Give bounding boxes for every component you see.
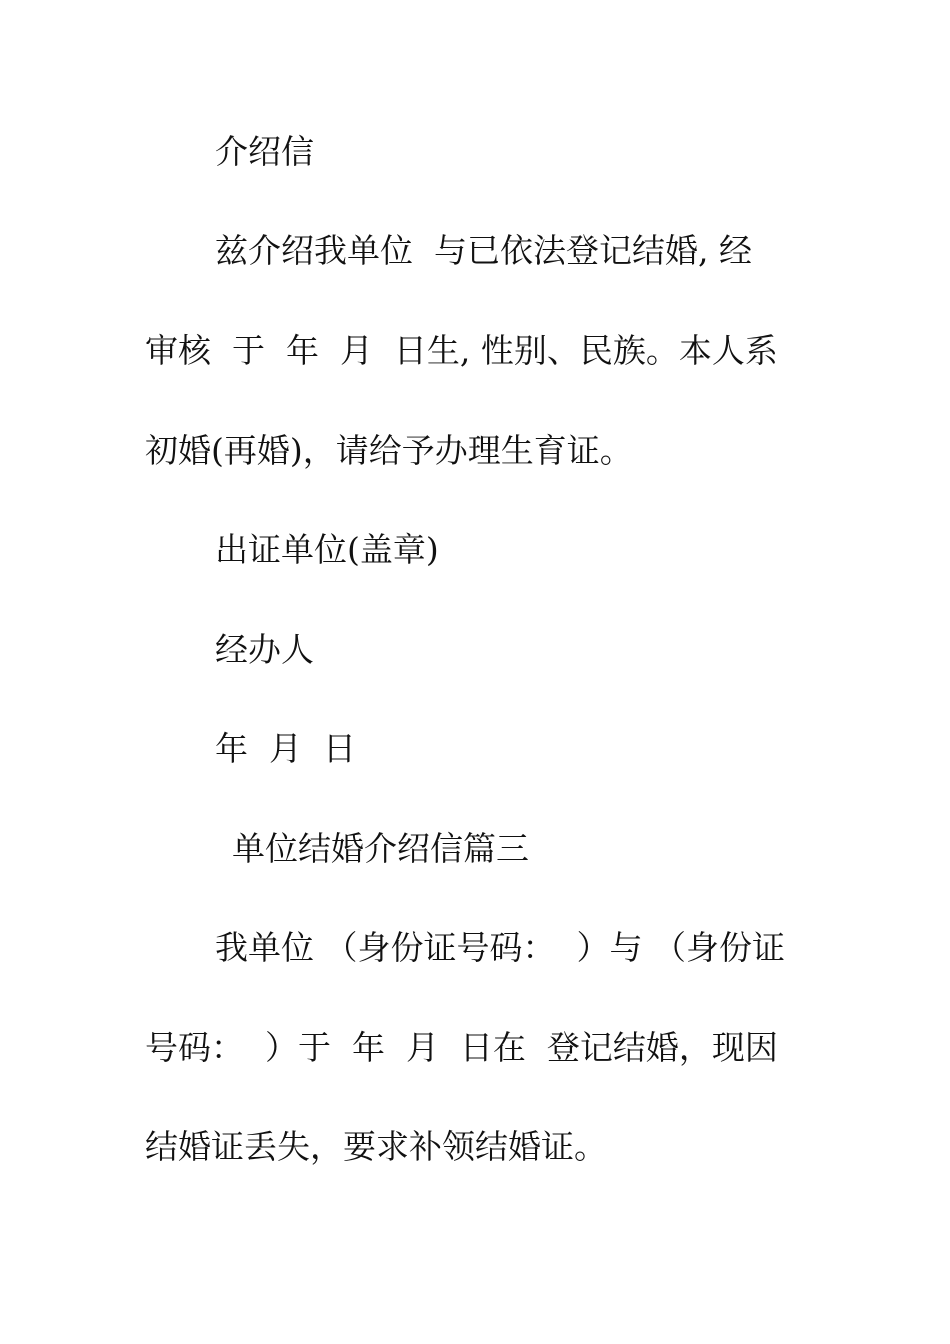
body-line-6: 结婚证丢失，要求补领结婚证。 <box>145 1127 607 1166</box>
body-line-1: 兹介绍我单位 与已依法登记结婚, 经 <box>215 231 752 270</box>
body-line-3: 初婚(再婚)，请给予办理生育证。 <box>145 431 633 470</box>
body-line-4: 我单位 （身份证号码： ）与 （身份证 <box>215 928 785 967</box>
date-line: 年 月 日 <box>215 729 356 768</box>
body-line-5: 号码： ）于 年 月 日在 登记结婚，现因 <box>145 1028 778 1067</box>
issuing-unit-seal: 出证单位(盖章) <box>215 530 439 569</box>
section-heading: 单位结婚介绍信篇三 <box>232 829 529 868</box>
letter-title: 介绍信 <box>215 132 314 171</box>
handler-line: 经办人 <box>215 630 314 669</box>
body-line-2: 审核 于 年 月 日生, 性别、民族。本人系 <box>145 331 778 370</box>
